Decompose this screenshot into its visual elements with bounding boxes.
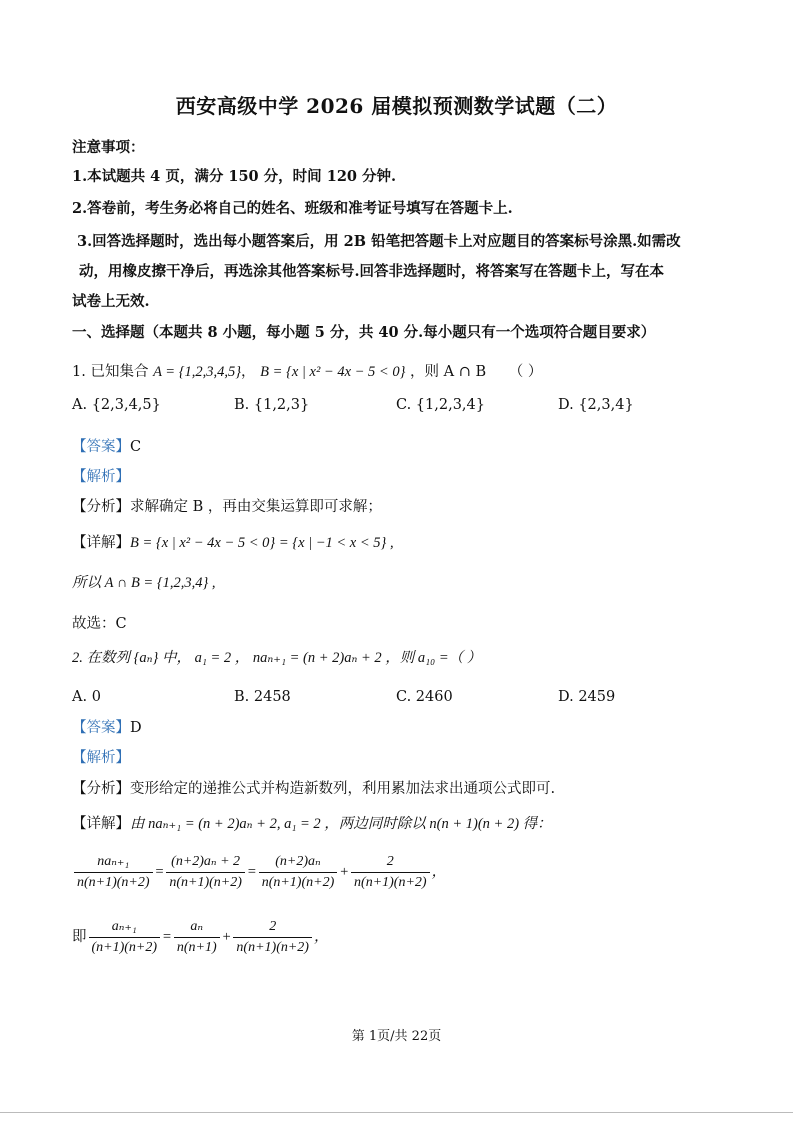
page-footer: 第 1页/共 22页 (351, 1029, 442, 1044)
eq1-end: ， (431, 863, 447, 880)
eq1-f2-numerator: (n+2)aₙ + 2 (171, 854, 241, 869)
q2-fenxi (72, 779, 555, 799)
q1-analysis-tag: 【解析】 (72, 469, 130, 485)
q1-suoyi: 所以 A ∩ B = {1,2,3,4} , (72, 575, 216, 591)
q1-stem-suffix: ，则 A ∩ B (410, 364, 487, 380)
q1-guxuan: 故选：C (72, 616, 127, 632)
q2-analysis-tag: 【解析】 (72, 750, 130, 766)
q1-option-a: A. {2,3,4,5} (72, 397, 161, 413)
eq1-fraction-1 (74, 852, 153, 893)
eq1-equals-1: = (154, 863, 165, 880)
eq1-fraction-2 (166, 852, 245, 893)
q2-stem: 2. 在数列 {aₙ} 中， a₁ = 2 ， naₙ₊₁ = (n + 2)aₙ + 2 ，则 a₁₀ =（ ） (72, 650, 482, 666)
eq2-f1-denominator: (n+1)(n+2) (89, 937, 161, 958)
eq1-f3-denominator: n(n+1)(n+2) (259, 872, 338, 893)
eq1-f3-numerator: (n+2)aₙ (275, 854, 321, 869)
eq1-f4-denominator: n(n+1)(n+2) (351, 872, 430, 893)
section-heading: 一、选择题（本题共 8 小题，每小题 5 分，共 40 分.每小题只有一个选项符合题目要求） (72, 324, 656, 341)
q1-option-b: B. {1,2,3} (234, 397, 310, 413)
eq1-equals-2: = (246, 863, 257, 880)
note-2: 2.答卷前，考生务必将自己的姓名、班级和准考证号填写在答题卡上. (72, 200, 513, 217)
q2-fenxi-text: 变形给定的递推公式并构造新数列，利用累加法求出通项公式即可. (130, 781, 556, 797)
q1-xiangjie (72, 533, 394, 553)
note-3-line-1: 3.回答选择题时，选出每小题答案后，用 2B 铅笔把答题卡上对应题目的答案标号涂黑.如需改 (77, 233, 681, 250)
eq1-f2-denominator: n(n+1)(n+2) (166, 872, 245, 893)
eq2-f1-numerator: aₙ₊₁ (111, 919, 137, 934)
q2-xiangjie (72, 814, 552, 834)
eq1-f1-denominator: n(n+1)(n+2) (74, 872, 153, 893)
eq2-end: ， (313, 928, 329, 945)
q1-answer-tag: 【答案】 (72, 439, 130, 455)
eq1-fraction-3 (259, 852, 338, 893)
q1-fenxi-text: 求解确定 B ，再由交集运算即可求解； (130, 499, 382, 515)
eq2-equals: = (162, 928, 172, 945)
q2-equation-2 (72, 917, 328, 958)
eq2-plus: + (221, 928, 232, 945)
q2-answer-value: D (130, 720, 142, 736)
q2-answer (72, 718, 142, 738)
q1-set-a: A = {1,2,3,4,5} (153, 364, 242, 380)
eq2-f3-denominator: n(n+1)(n+2) (233, 937, 312, 958)
q1-xiangjie-text: B = {x | x² − 4x − 5 < 0} = {x | −1 < x < 5} , (130, 535, 394, 551)
eq2-f3-numerator: 2 (269, 919, 277, 934)
q1-stem-prefix: 1. 已知集合 (72, 364, 149, 380)
q2-equation-1 (72, 852, 446, 893)
q1-stem: 1. 已知集合 A = {1,2,3,4,5}， B = {x | x² − 4x − 5 < 0} ，则 A ∩ B （ ） (72, 364, 543, 380)
note-1: 1.本试题共 4 页，满分 150 分，时间 120 分钟. (72, 168, 397, 185)
notes-heading: 注意事项： (72, 139, 145, 156)
q2-xiangjie-tag: 【详解】 (72, 816, 130, 832)
page-title: 西安高级中学 2026 届模拟预测数学试题（二） (175, 94, 618, 118)
q2-fenxi-tag: 【分析】 (72, 781, 130, 797)
q2-option-c: C. 2460 (396, 689, 453, 705)
eq1-f1-numerator: naₙ₊₁ (97, 854, 130, 869)
q2-option-b: B. 2458 (234, 689, 291, 705)
q2-xiangjie-text: 由 naₙ₊₁ = (n + 2)aₙ + 2, a₁ = 2 ，两边同时除以 n(n + 1)(n + 2) 得： (130, 816, 552, 832)
q2-option-d: D. 2459 (558, 689, 616, 705)
q2-answer-tag: 【答案】 (72, 720, 130, 736)
q2-option-a: A. 0 (72, 689, 101, 705)
eq1-plus: + (339, 863, 350, 880)
note-3-line-3: 试卷上无效. (72, 293, 150, 310)
q1-set-b: B = {x | x² − 4x − 5 < 0} (260, 364, 406, 380)
q1-option-c: C. {1,2,3,4} (396, 397, 485, 413)
note-3-line-2: 动，用橡皮擦干净后，再选涂其他答案标号.回答非选择题时，将答案写在答题卡上，写在本 (79, 263, 665, 280)
eq1-f4-numerator: 2 (386, 854, 394, 869)
eq2-fraction-3 (233, 917, 312, 958)
q1-xiangjie-tag: 【详解】 (72, 535, 130, 551)
bottom-divider (0, 1112, 793, 1113)
eq2-ji: 即 (72, 928, 87, 945)
eq2-f2-denominator: n(n+1) (174, 937, 220, 958)
q1-answer-value: C (130, 439, 142, 455)
q1-fenxi (72, 497, 382, 517)
eq2-fraction-2 (174, 917, 220, 958)
q1-fenxi-tag: 【分析】 (72, 499, 130, 515)
q1-option-d: D. {2,3,4} (558, 397, 634, 413)
q1-answer (72, 437, 141, 457)
eq2-f2-numerator: aₙ (190, 919, 204, 934)
q1-blank: （ ） (508, 364, 543, 380)
eq2-fraction-1 (89, 917, 161, 958)
eq1-fraction-4 (351, 852, 430, 893)
